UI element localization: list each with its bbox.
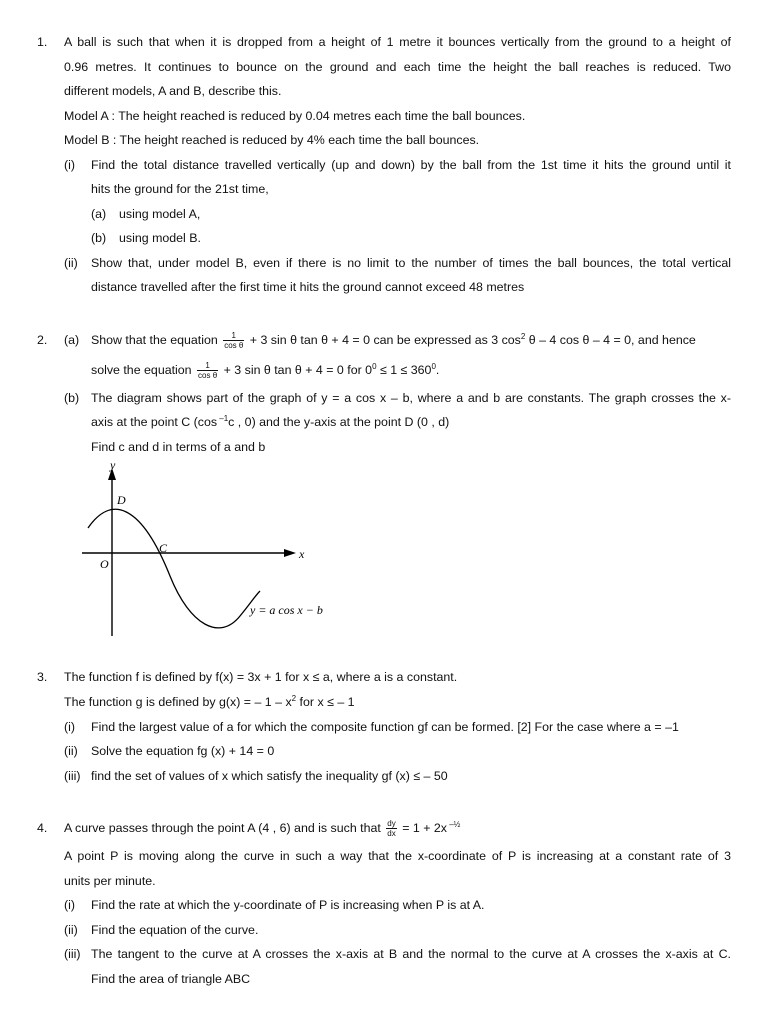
part-label: (ii)	[64, 744, 78, 758]
derivative-fraction: $\frac{dy}{dx}$	[387, 819, 396, 839]
equation-line: solve the equation $\frac{1}{\text{cos θ}}$ + 3 sin θ tan θ + 4 = 0 for $0^0 \le 1 \le 360^0$.	[91, 361, 440, 381]
equation-line: Show that the equation $\frac{1}{\text{cos θ}}$ + 3 sin θ tan θ + 4 = 0 can be expressed as 3 $\cos^2 \theta - 4$ cos θ – 4 = 0, and hence	[91, 331, 696, 351]
part-label: (ii)	[64, 256, 78, 270]
model-b-text: Model B : The height reached is reduced by 4% each time the ball bounces.	[64, 133, 480, 147]
part-text: The tangent to the curve at A crosses the x-axis at B and the normal to the curve at A crosses the x-axis at C.	[91, 947, 731, 961]
fraction: $\frac{1}{\text{cos θ}}$	[224, 331, 244, 351]
origin-label: O	[100, 557, 109, 571]
fraction: $\frac{1}{\text{cos θ}}$	[198, 361, 218, 381]
point-d-label: D	[117, 493, 126, 507]
part-text: find the set of values of x which satisfy the inequality gf (x) ≤ – 50	[91, 769, 448, 783]
x-axis-arrow	[284, 549, 296, 557]
part-label: (iii)	[64, 769, 81, 783]
question-number: 1.	[37, 35, 48, 49]
part-text: Find the area of triangle ABC	[91, 972, 251, 986]
model-a-text: Model A : The height reached is reduced by 0.04 metres each time the ball bounces.	[64, 109, 526, 123]
part-text: Solve the equation fg (x) + 14 = 0	[91, 744, 275, 758]
part-label: (i)	[64, 720, 76, 734]
question-number: 4.	[37, 821, 48, 835]
part-label: (b)	[64, 391, 80, 405]
part-text: Show that, under model B, even if there is no limit to the number of times the ball bounces, the total vertical	[91, 256, 731, 270]
part-text: distance travelled after the first time it hits the ground cannot exceed 48 metres	[91, 280, 525, 294]
subpart-text: using model B.	[119, 231, 201, 245]
part-label: (ii)	[64, 923, 78, 937]
x-axis-label: x	[299, 547, 305, 561]
question-text: The function f is defined by f(x) = 3x + 1 for x ≤ a, where a is a constant.	[64, 670, 458, 684]
part-text: hits the ground for the 21st time,	[91, 182, 269, 196]
part-text: Find the total distance travelled vertically (up and down) by the ball from the 1st time it hits the ground until it	[91, 158, 731, 172]
part-text: Find the equation of the curve.	[91, 923, 259, 937]
part-text: axis at the point C (cos $^{-1}$c , 0) and the y-axis at the point D (0 , d)	[91, 413, 450, 429]
question-text: 0.96 metres. It continues to bounce on the ground and each time the height the ball reaches is reduced. Two	[64, 60, 731, 74]
question-number: 2.	[37, 333, 48, 347]
question-text: units per minute.	[64, 874, 156, 888]
curve-label: y = a cos x − b	[250, 603, 323, 617]
part-label: (a)	[64, 333, 80, 347]
question-text: A point P is moving along the curve in such a way that the x-coordinate of P is increasing at a constant rate of 3	[64, 849, 731, 863]
subpart-label: (b)	[91, 231, 107, 245]
question-text: The function g is defined by g(x) = – $1 - x^2$ for x ≤ – 1	[64, 693, 355, 709]
subpart-text: using model A,	[119, 207, 201, 221]
question-text: A ball is such that when it is dropped from a height of 1 metre it bounces vertically from the ground to a height of	[64, 35, 731, 49]
part-label: (iii)	[64, 947, 81, 961]
question-number: 3.	[37, 670, 48, 684]
cosine-graph	[80, 456, 350, 642]
question-text: different models, A and B, describe this.	[64, 84, 282, 98]
part-text: Find c and d in terms of a and b	[91, 440, 266, 454]
part-label: (i)	[64, 158, 76, 172]
part-text: Find the largest value of a for which the composite function gf can be formed. [2] For the case where a = –1	[91, 720, 679, 734]
y-axis-label: y	[110, 458, 116, 472]
part-text: Find the rate at which the y-coordinate of P is increasing when P is at A.	[91, 898, 485, 912]
point-c-label: C	[159, 541, 168, 555]
question-text: A curve passes through the point A (4 , 6) and is such that $\frac{dy}{dx}$ = 1 + 2x $^{-\frac{1}{2}}$	[64, 819, 461, 839]
curve	[88, 509, 260, 628]
part-label: (i)	[64, 898, 76, 912]
part-text: The diagram shows part of the graph of y = a cos x – b, where a and b are constants. The graph crosses the x-	[91, 391, 731, 405]
subpart-label: (a)	[91, 207, 107, 221]
